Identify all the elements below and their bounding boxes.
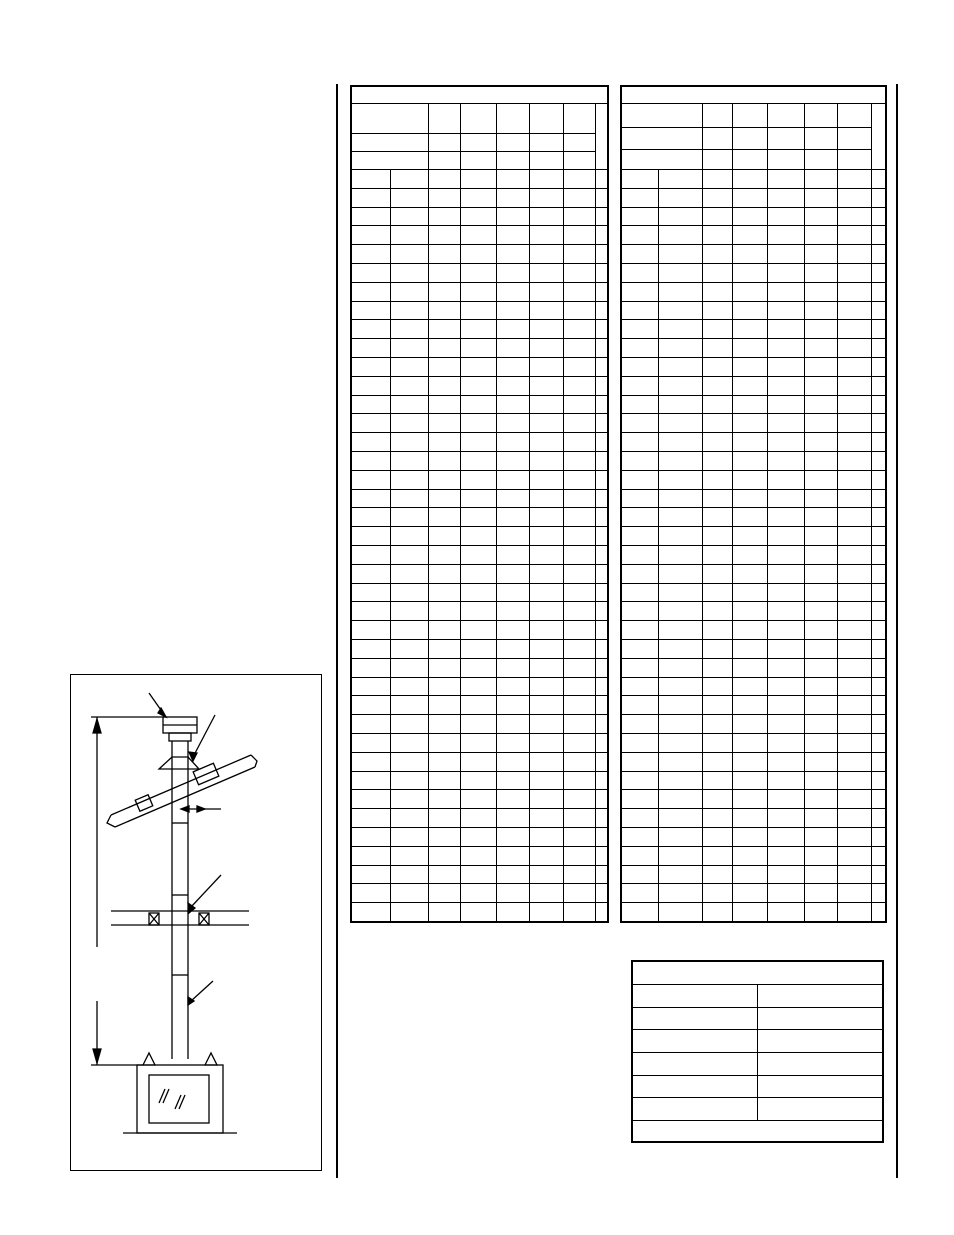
table-row-divider — [622, 376, 885, 377]
table-row-divider — [622, 883, 885, 884]
table-header-divider — [352, 169, 609, 170]
chimney-diagram — [71, 675, 323, 1172]
table-row-divider — [622, 564, 885, 565]
table-row-divider — [352, 263, 607, 264]
table-row-divider — [622, 902, 885, 903]
table-row-divider — [622, 733, 885, 734]
table-row-divider — [622, 207, 885, 208]
table-row-divider — [352, 639, 607, 640]
table-row-divider — [622, 789, 885, 790]
table-row-divider — [352, 564, 607, 565]
table-row-divider — [352, 846, 607, 847]
table-row-divider — [352, 319, 607, 320]
table-header-divider — [622, 103, 885, 104]
table-row-divider — [352, 714, 607, 715]
left-data-table — [350, 85, 609, 923]
table-row-divider — [352, 470, 607, 471]
table-row-divider — [352, 301, 607, 302]
table-row-divider — [352, 225, 607, 226]
table-column-divider — [757, 984, 758, 1120]
roof-break-left — [107, 815, 115, 827]
table-row-divider — [352, 677, 607, 678]
table-row-divider — [352, 733, 607, 734]
table-row-divider — [622, 357, 885, 358]
table-row-divider — [352, 620, 607, 621]
column-rule-right — [896, 84, 898, 1178]
table-row-divider — [622, 658, 885, 659]
table-row-divider — [352, 451, 607, 452]
table-row-divider — [352, 902, 607, 903]
table-row-divider — [352, 771, 607, 772]
roof-line-upper — [111, 755, 251, 815]
table-row-divider — [622, 282, 885, 283]
table-header-divider — [352, 151, 595, 152]
table-row-divider — [622, 432, 885, 433]
table-header-divider — [622, 169, 887, 170]
table-row-divider — [622, 583, 885, 584]
leader-firestop — [191, 875, 221, 907]
table-header-divider — [352, 103, 607, 104]
table-row-divider — [352, 395, 607, 396]
table-row-divider — [622, 808, 885, 809]
table-row-divider — [352, 526, 607, 527]
table-row-divider — [352, 865, 607, 866]
column-rule-left — [336, 84, 338, 1178]
table-row-divider — [622, 846, 885, 847]
table-header-divider — [622, 149, 871, 150]
table-row-divider — [622, 395, 885, 396]
table-row-divider — [622, 470, 885, 471]
table-row-divider — [352, 413, 607, 414]
table-row-divider — [352, 188, 607, 189]
table-row-divider — [352, 752, 607, 753]
table-row-divider — [622, 489, 885, 490]
table-row-divider — [622, 545, 885, 546]
roof-break-right — [251, 755, 257, 767]
table-row-divider — [622, 752, 885, 753]
table-row-divider — [352, 827, 607, 828]
table-row-divider — [622, 225, 885, 226]
table-row-divider — [622, 319, 885, 320]
table-row-divider — [622, 338, 885, 339]
table-row-divider — [352, 507, 607, 508]
table-row-divider — [622, 507, 885, 508]
table-row-divider — [352, 545, 607, 546]
table-row-divider — [352, 357, 607, 358]
table-row-divider — [352, 658, 607, 659]
table-row-divider — [352, 244, 607, 245]
standoff-left — [143, 1053, 155, 1065]
leader-flashing — [193, 715, 215, 757]
table-row-divider — [622, 451, 885, 452]
arrow-up-icon — [93, 719, 101, 733]
chimney-installation-figure — [70, 674, 322, 1171]
table-row-divider — [622, 263, 885, 264]
table-row-divider — [352, 489, 607, 490]
table-header-divider — [352, 133, 595, 134]
table-row-divider — [622, 620, 885, 621]
table-row-divider — [352, 601, 607, 602]
roof-line-lower — [115, 767, 255, 827]
arrow-down-icon — [93, 1049, 101, 1063]
table-row-divider — [622, 601, 885, 602]
table-row-divider — [352, 695, 607, 696]
table-row-divider — [352, 338, 607, 339]
table-row-divider — [352, 376, 607, 377]
table-row-divider — [622, 639, 885, 640]
table-row-divider — [622, 244, 885, 245]
standoff-right — [205, 1053, 217, 1065]
right-data-table — [620, 85, 887, 923]
table-row-divider — [352, 808, 607, 809]
table-header-divider — [622, 127, 871, 128]
table-row-divider — [352, 883, 607, 884]
table-row-divider — [622, 526, 885, 527]
table-row-divider — [622, 714, 885, 715]
table-row-divider — [622, 188, 885, 189]
table-row-divider — [622, 677, 885, 678]
table-row-divider — [352, 583, 607, 584]
table-row-divider — [352, 207, 607, 208]
table-row-divider — [633, 1120, 882, 1121]
table-row-divider — [352, 282, 607, 283]
table-row-divider — [622, 695, 885, 696]
table-row-divider — [622, 413, 885, 414]
table-row-divider — [622, 301, 885, 302]
table-row-divider — [622, 865, 885, 866]
leader-pipe — [191, 981, 213, 1001]
table-row-divider — [352, 432, 607, 433]
table-row-divider — [622, 771, 885, 772]
table-row-divider — [622, 827, 885, 828]
table-row-divider — [352, 789, 607, 790]
small-data-table — [631, 960, 884, 1143]
